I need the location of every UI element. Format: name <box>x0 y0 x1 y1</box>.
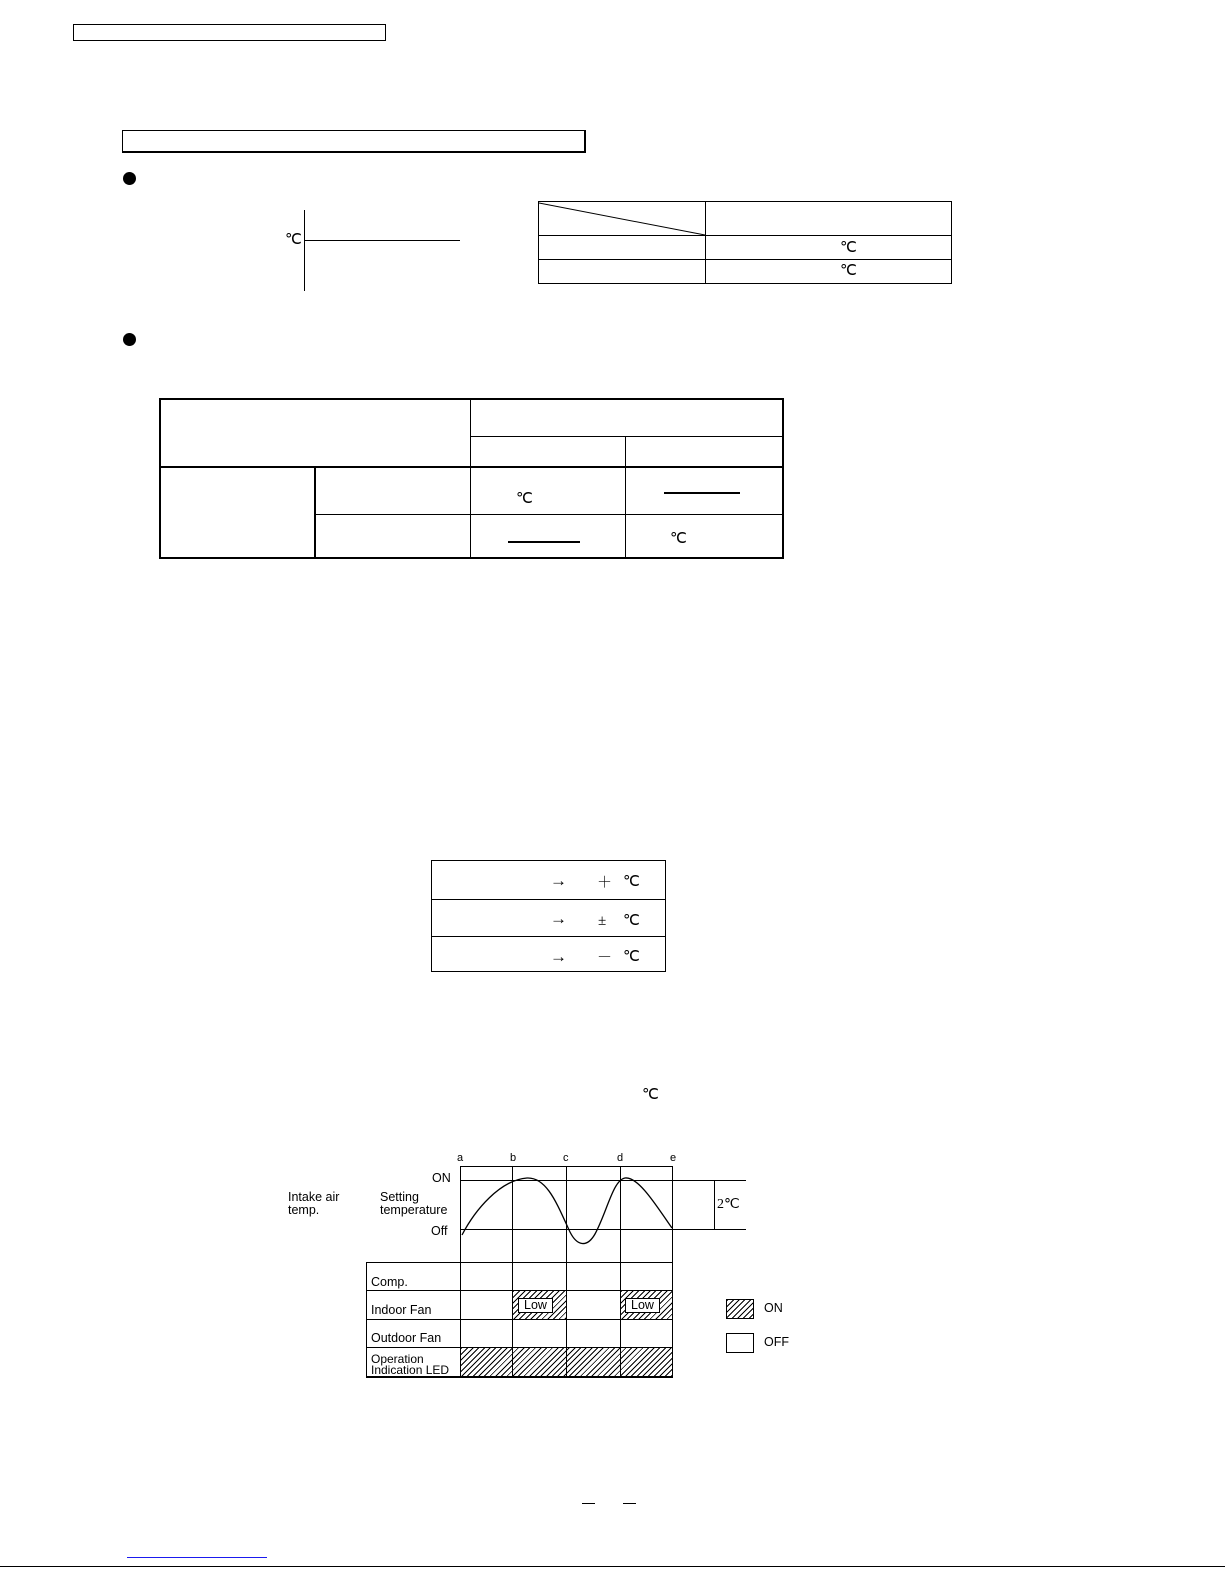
table-subheader-divider <box>470 436 783 437</box>
on-threshold-label: ON <box>432 1171 451 1185</box>
table-cell-dash <box>508 541 580 543</box>
table-row-divider <box>315 514 783 515</box>
table-diagonal-line <box>539 202 706 236</box>
row-label-outdoor-fan: Outdoor Fan <box>371 1331 442 1345</box>
section-title-box <box>122 130 586 153</box>
plus-sign: ＋ <box>597 875 613 891</box>
plus-minus-sign: ± <box>598 913 607 929</box>
setting-label: Setting <box>380 1190 419 1204</box>
table-col-divider <box>625 436 626 558</box>
footer-rule <box>0 1566 1225 1567</box>
header-label-box <box>73 24 386 41</box>
table-row-divider <box>432 899 665 900</box>
axis-horizontal-line <box>304 240 460 241</box>
indoor-fan-low-label: Low <box>518 1298 553 1313</box>
footer-link-underline[interactable] <box>127 1557 267 1558</box>
page-number-dash-left <box>582 1503 595 1504</box>
table-cell-dash <box>664 492 740 494</box>
legend-off-swatch <box>726 1333 754 1353</box>
point-label-d: d <box>617 1152 624 1164</box>
row-label-comp: Comp. <box>371 1275 408 1289</box>
legend-on-swatch <box>726 1299 754 1319</box>
minus-sign: － <box>597 950 613 966</box>
table-border-top <box>159 398 784 400</box>
point-label-a: a <box>457 1152 464 1164</box>
chart-left-border <box>366 1262 367 1377</box>
axis-vertical-line <box>304 210 305 291</box>
axis-deg-unit: ℃ <box>285 232 302 248</box>
table-col-divider <box>314 467 316 558</box>
arrow-icon: → <box>550 947 567 966</box>
point-label-e: e <box>670 1152 677 1164</box>
arrow-icon: → <box>550 871 567 890</box>
chart-grid-top <box>366 1262 673 1263</box>
mode-temp-table <box>538 201 952 284</box>
row-divider <box>366 1319 673 1320</box>
table-border-bottom <box>159 557 784 559</box>
indoor-fan-low-label: Low <box>625 1298 660 1313</box>
intake-temp-label: temp. <box>288 1203 320 1217</box>
point-label-c: c <box>563 1152 569 1164</box>
table-cell-deg-unit: ℃ <box>623 949 640 965</box>
inline-deg-unit: ℃ <box>642 1087 659 1103</box>
table-header-divider <box>160 466 783 468</box>
off-threshold-label: Off <box>431 1224 448 1238</box>
table-cell-deg-unit: ℃ <box>516 491 533 507</box>
table-border-right <box>782 398 784 559</box>
row-label-indoor-fan: Indoor Fan <box>371 1303 432 1317</box>
table-cell-deg-unit: ℃ <box>840 263 857 279</box>
table-cell-deg-unit: ℃ <box>623 913 640 929</box>
arrow-icon: → <box>550 909 567 928</box>
table-cell-deg-unit: ℃ <box>840 240 857 256</box>
band-marker-line <box>714 1180 715 1229</box>
row-label-operation: Operation <box>371 1352 424 1366</box>
table-row-divider <box>432 936 665 937</box>
shift-table <box>431 860 666 972</box>
row-label-indication-led: Indication LED <box>371 1363 450 1377</box>
intake-temperature-wave <box>455 1170 680 1250</box>
bullet-point-1 <box>123 172 136 185</box>
page-number-dash-right <box>623 1503 636 1504</box>
table-cell-deg-unit: ℃ <box>670 531 687 547</box>
intake-air-label: Intake air <box>288 1190 340 1204</box>
point-label-b: b <box>510 1152 517 1164</box>
table-row-divider <box>539 259 951 260</box>
table-col-divider <box>470 399 471 558</box>
band-label: 2℃ <box>717 1197 740 1212</box>
table-cell-deg-unit: ℃ <box>623 874 640 890</box>
table-border-left <box>159 398 161 559</box>
bullet-point-2 <box>123 333 136 346</box>
legend-off-label: OFF <box>764 1335 789 1349</box>
legend-on-label: ON <box>764 1301 783 1315</box>
setting-temperature-label: temperature <box>380 1203 448 1217</box>
